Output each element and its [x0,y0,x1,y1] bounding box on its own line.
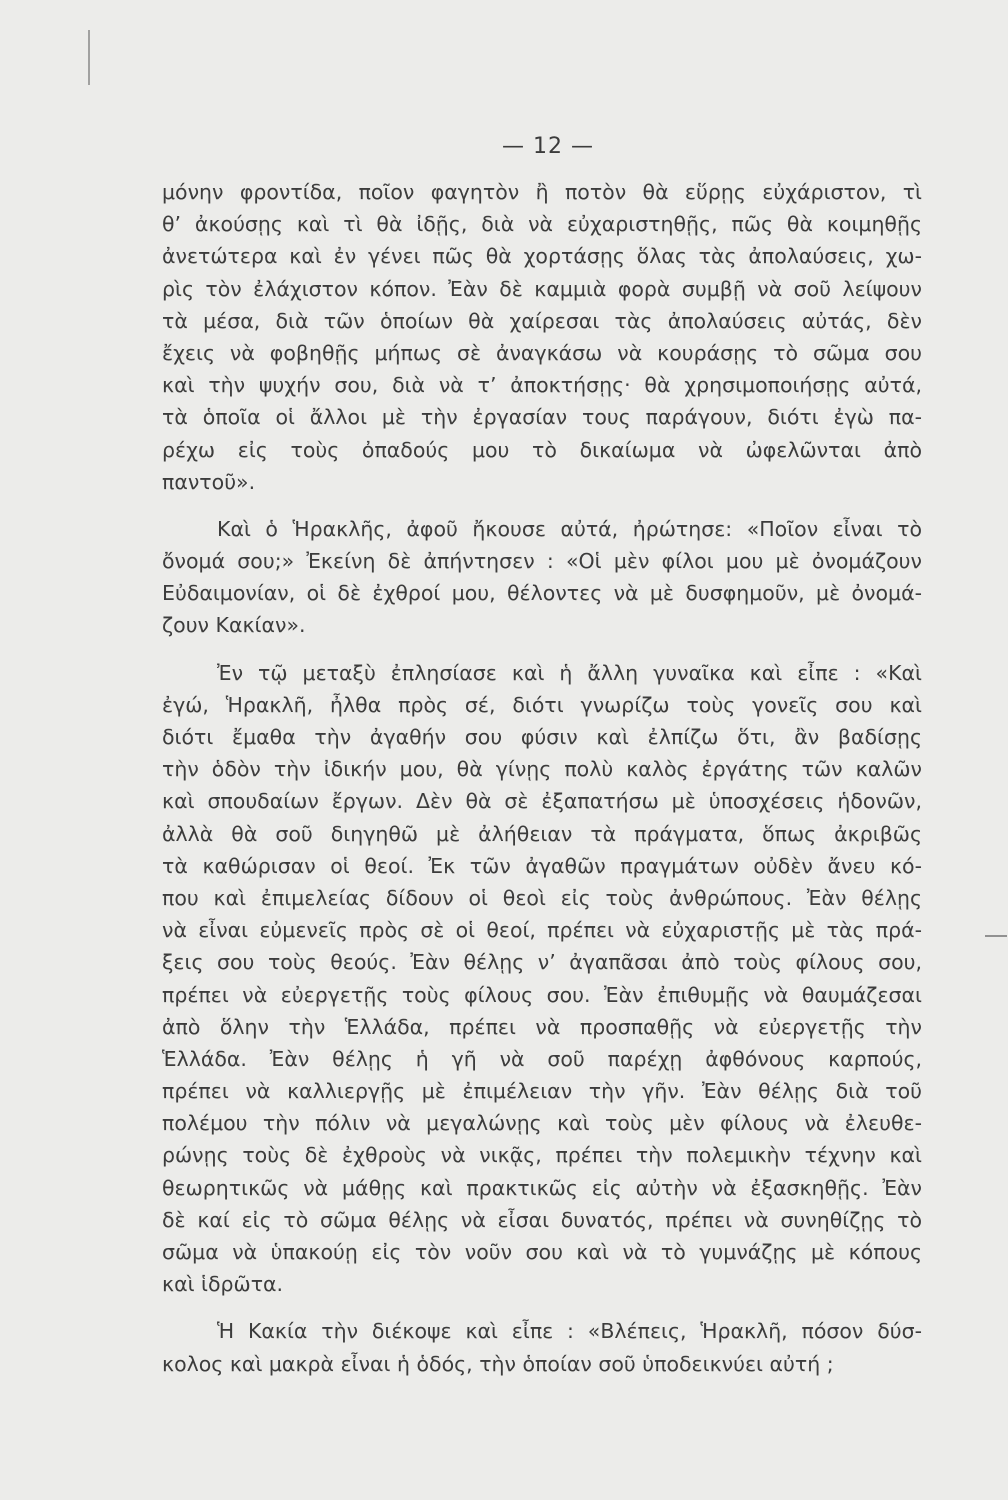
text-line: καὶ ἱδρῶτα. [162,1272,284,1297]
text-line: διότι ἔμαθα τὴν ἀγαθήν σου φύσιν καὶ ἐλπίζω ὅτι, ἂν βαδίσῃς [162,725,922,749]
text-line: πρέπει νὰ καλλιεργῇς μὲ ἐπιμέλειαν τὴν γῆν. Ἐὰν θέλῃς διὰ τοῦ [162,1079,922,1104]
text-line: κολος καὶ μακρὰ εἶναι ἡ ὁδός, τὴν ὁποίαν σοῦ ὑποδεικνύει αὐτή ; [162,1351,834,1376]
text-line: Ἡ Κακία τὴν διέκοψε καὶ εἶπε : «Βλέπεις, Ἡρακλῆ, πόσον δύσ- [217,1319,922,1344]
text-line: ρέχω εἰς τοὺς ὀπαδούς μου τὸ δικαίωμα νὰ ὠφελῶνται ἀπὸ [162,437,922,462]
text-line: νὰ εἶναι εὐμενεῖς πρὸς σὲ οἱ θεοί, πρέπει νὰ εὐχαριστῇς μὲ τὰς πρά- [162,918,922,943]
text-line: τὰ καθώρισαν οἱ θεοί. Ἐκ τῶν ἀγαθῶν πραγμάτων οὐδὲν ἄνευ κό- [162,853,922,878]
text-line: ἀλλὰ θὰ σοῦ διηγηθῶ μὲ ἀλήθειαν τὰ πράγματα, ὅπως ἀκριβῶς [162,821,922,846]
text-line: καὶ τὴν ψυχήν σου, διὰ νὰ τ’ ἀποκτήσῃς· θὰ χρησιμοποιήσῃς αὐτά, [162,373,922,398]
text-line: τὰ ὁποῖα οἱ ἄλλοι μὲ τὴν ἐργασίαν τους παράγουν, διότι ἐγὼ πα- [162,405,922,430]
text-line: Εὐδαιμονίαν, οἱ δὲ ἐχθροί μου, θέλοντες νὰ μὲ δυσφημοῦν, μὲ ὀνομά- [162,581,922,606]
text-line: πολέμου τὴν πόλιν νὰ μεγαλώνῃς καὶ τοὺς μὲν φίλους νὰ ἐλευθε- [162,1111,922,1136]
text-line: σῶμα νὰ ὑπακούῃ εἰς τὸν νοῦν σου καὶ νὰ τὸ γυμνάζῃς μὲ κόπους [162,1240,922,1264]
text-line: τὴν ὁδὸν τὴν ἰδικήν μου, θὰ γίνῃς πολὺ καλὸς ἐργάτης τῶν καλῶν [162,757,922,782]
paragraph [162,657,922,1301]
text-line: Ἑλλάδα. Ἐὰν θέλῃς ἡ γῆ νὰ σοῦ παρέχῃ ἀφθόνους καρπούς, [162,1046,922,1071]
text-line: πρέπει νὰ εὐεργετῇς τοὺς φίλους σου. Ἐὰν ἐπιθυμῇς νὰ θαυμάζεσαι [162,982,922,1007]
paragraph [162,513,922,642]
paragraph [162,176,922,498]
scan-mark [88,30,90,85]
text-line: που καὶ ἐπιμελείας δίδουν οἱ θεοὶ εἰς τοὺς ἀνθρώπους. Ἐὰν θέλῃς [162,885,922,910]
text-line: ζουν Κακίαν». [162,613,306,638]
text-line: ξεις σου τοὺς θεούς. Ἐὰν θέλῃς ν’ ἀγαπᾶσαι ἀπὸ τοὺς φίλους σου, [162,950,922,975]
text-line: ρὶς τὸν ἐλάχιστον κόπον. Ἐὰν δὲ καμμιὰ φορὰ συμβῇ νὰ σοῦ λείψουν [162,276,922,301]
text-line: καὶ σπουδαίων ἔργων. Δὲν θὰ σὲ ἐξαπατήσω μὲ ὑποσχέσεις ἡδονῶν, [162,789,922,814]
text-line: ρώνῃς τοὺς δὲ ἐχθροὺς νὰ νικᾷς, πρέπει τὴν πολεμικὴν τέχνην καὶ [162,1143,922,1168]
text-line: ἀπὸ ὅλην τὴν Ἑλλάδα, πρέπει νὰ προσπαθῇς νὰ εὐεργετῇς τὴν [162,1014,922,1039]
text-line: θ’ ἀκούσῃς καὶ τὶ θὰ ἰδῇς, διὰ νὰ εὐχαριστηθῇς, πῶς θὰ κοιμηθῇς [162,212,922,237]
text-line: ἔχεις νὰ φοβηθῇς μήπως σὲ ἀναγκάσω νὰ κουράσῃς τὸ σῶμα σου [162,340,922,365]
text-line: ὄνομά σου;» Ἐκείνη δὲ ἀπήντησεν : «Οἱ μὲν φίλοι μου μὲ ὀνομάζουν [162,549,922,574]
paragraph [162,1315,922,1379]
text-line: ἀνετώτερα καὶ ἐν γένει πῶς θὰ χορτάσῃς ὅλας τὰς ἀπολαύσεις, χω- [162,244,922,269]
text-line: δὲ καί εἰς τὸ σῶμα θέλῃς νὰ εἶσαι δυνατός, πρέπει νὰ συνηθίζῃς τὸ [162,1207,922,1232]
text-line: μόνην φροντίδα, ποῖον φαγητὸν ἢ ποτὸν θὰ εὕρῃς εὐχάριστον, τὶ [162,180,922,204]
page-number: — 12 — [502,134,594,159]
text-line: θεωρητικῶς νὰ μάθῃς καὶ πρακτικῶς εἰς αὐτὴν νὰ ἐξασκηθῇς. Ἐὰν [162,1175,922,1200]
text-line: Καὶ ὁ Ἡρακλῆς, ἀφοῦ ἤκουσε αὐτά, ἠρώτησε: «Ποῖον εἶναι τὸ [217,516,922,541]
text-line: Ἐν τῷ μεταξὺ ἐπλησίασε καὶ ἡ ἄλλη γυναῖκα καὶ εἶπε : «Καὶ [217,660,922,685]
scan-mark [985,935,1007,937]
body-text [162,176,922,1395]
text-line: ἐγώ, Ἡρακλῆ, ἦλθα πρὸς σέ, διότι γνωρίζω τοὺς γονεῖς σου καὶ [162,692,922,717]
text-line: παντοῦ». [162,469,256,494]
text-line: τὰ μέσα, διὰ τῶν ὁποίων θὰ χαίρεσαι τὰς ἀπολαύσεις αὐτάς, δὲν [162,308,922,333]
